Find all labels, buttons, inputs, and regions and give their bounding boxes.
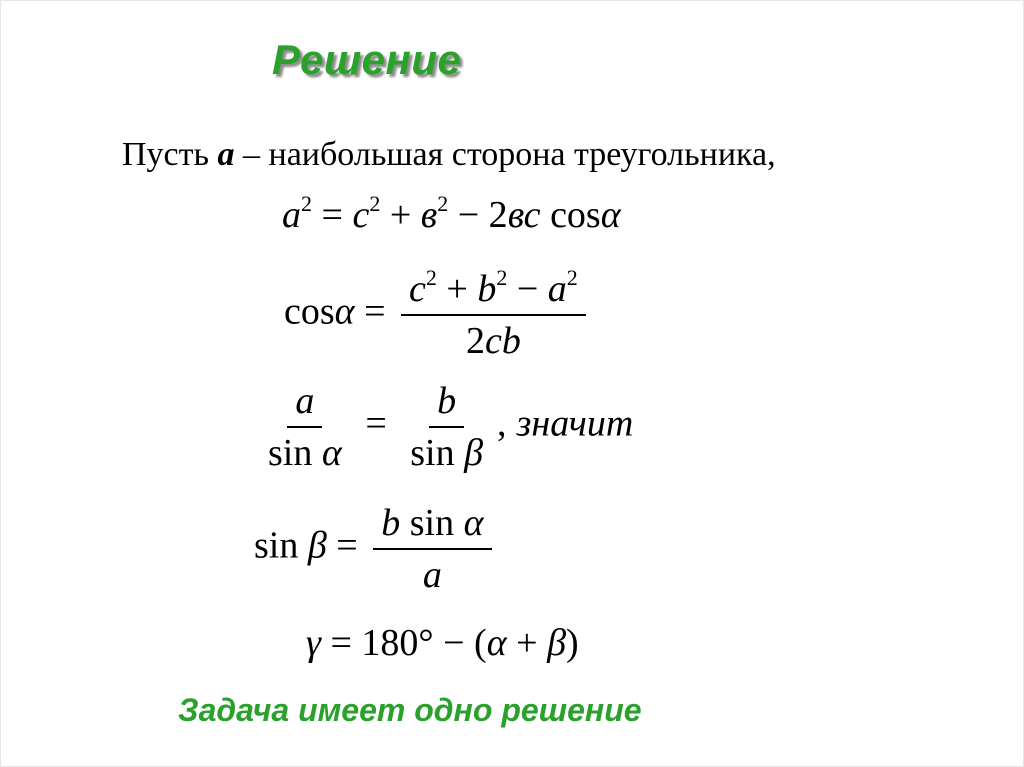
sin-function: sin	[400, 502, 464, 544]
term-v-exponent: 2	[437, 191, 449, 216]
plus-sign: +	[436, 268, 478, 310]
angle-value: 180°	[361, 622, 434, 664]
alpha-symbol: α	[486, 622, 507, 664]
num-b: b	[381, 502, 401, 544]
fraction-denominator	[415, 550, 450, 594]
slide-heading: Решение	[272, 36, 462, 83]
formula-law-of-cosines	[282, 191, 621, 236]
sin-function: sin	[268, 432, 322, 474]
sin-function: sin	[410, 432, 465, 474]
alpha-symbol: α	[463, 502, 484, 544]
num-b-exponent: 2	[496, 265, 508, 290]
beta-symbol: β	[464, 432, 484, 474]
fraction-denominator	[260, 428, 350, 472]
intro-line	[122, 136, 776, 174]
equals-sign: =	[354, 290, 396, 333]
cos-function: cos	[540, 194, 601, 236]
formula-law-of-sines	[254, 382, 633, 472]
formula-gamma	[306, 624, 579, 662]
beta-symbol: β	[307, 524, 327, 567]
formula-sin-beta	[254, 504, 498, 594]
intro-variable: а	[217, 136, 235, 173]
equals-sign: =	[355, 402, 397, 445]
den-coefficient: 2	[465, 320, 485, 362]
fraction-denominator	[458, 316, 529, 360]
num-b: b	[437, 380, 457, 422]
intro-suffix: – наибольшая сторона треугольника,	[234, 136, 776, 173]
equals-sign: =	[326, 524, 368, 567]
term-c-exponent: 2	[369, 191, 381, 216]
alpha-symbol: α	[321, 432, 342, 474]
term-v: в	[420, 194, 438, 236]
fraction-numerator	[373, 504, 491, 550]
num-c: c	[409, 268, 426, 310]
minus-coefficient: − 2	[448, 194, 508, 236]
term-c: c	[352, 194, 370, 236]
fraction-denominator	[402, 428, 491, 472]
term-vs: вс	[507, 194, 541, 236]
den-vars: cb	[484, 320, 521, 362]
lhs-var: a	[282, 194, 301, 236]
num-c-exponent: 2	[425, 265, 437, 290]
fraction-numerator	[287, 382, 322, 428]
minus-open-paren: − (	[433, 622, 487, 664]
formula-cos-alpha	[284, 265, 592, 362]
fraction-numerator	[429, 382, 464, 428]
sin-function: sin	[254, 524, 308, 567]
alpha-symbol: α	[600, 194, 621, 236]
fraction-numerator	[401, 265, 586, 316]
beta-symbol: β	[547, 622, 567, 664]
alpha-symbol: α	[334, 290, 355, 333]
fraction-right	[402, 382, 491, 472]
word-znachit: значит	[516, 402, 634, 445]
minus-sign: −	[507, 268, 548, 310]
intro-prefix: Пусть	[122, 136, 218, 173]
num-a: a	[295, 380, 315, 422]
lhs-exponent: 2	[301, 191, 312, 216]
plus-sign: +	[506, 622, 548, 664]
comma: ,	[497, 402, 507, 445]
cos-function: cos	[284, 290, 335, 333]
equals-sign: =	[312, 194, 353, 236]
den-a: a	[422, 554, 442, 596]
equals-sign: =	[320, 622, 362, 664]
num-a: a	[547, 268, 567, 310]
plus-sign: +	[380, 194, 421, 236]
fraction-left	[260, 382, 350, 472]
num-a-exponent: 2	[566, 265, 578, 290]
fraction	[373, 504, 491, 594]
fraction	[401, 265, 586, 362]
close-paren: )	[566, 622, 579, 664]
conclusion-text: Задача имеет одно решение	[178, 692, 642, 728]
gamma-symbol: γ	[306, 622, 321, 664]
num-b: b	[477, 268, 497, 310]
